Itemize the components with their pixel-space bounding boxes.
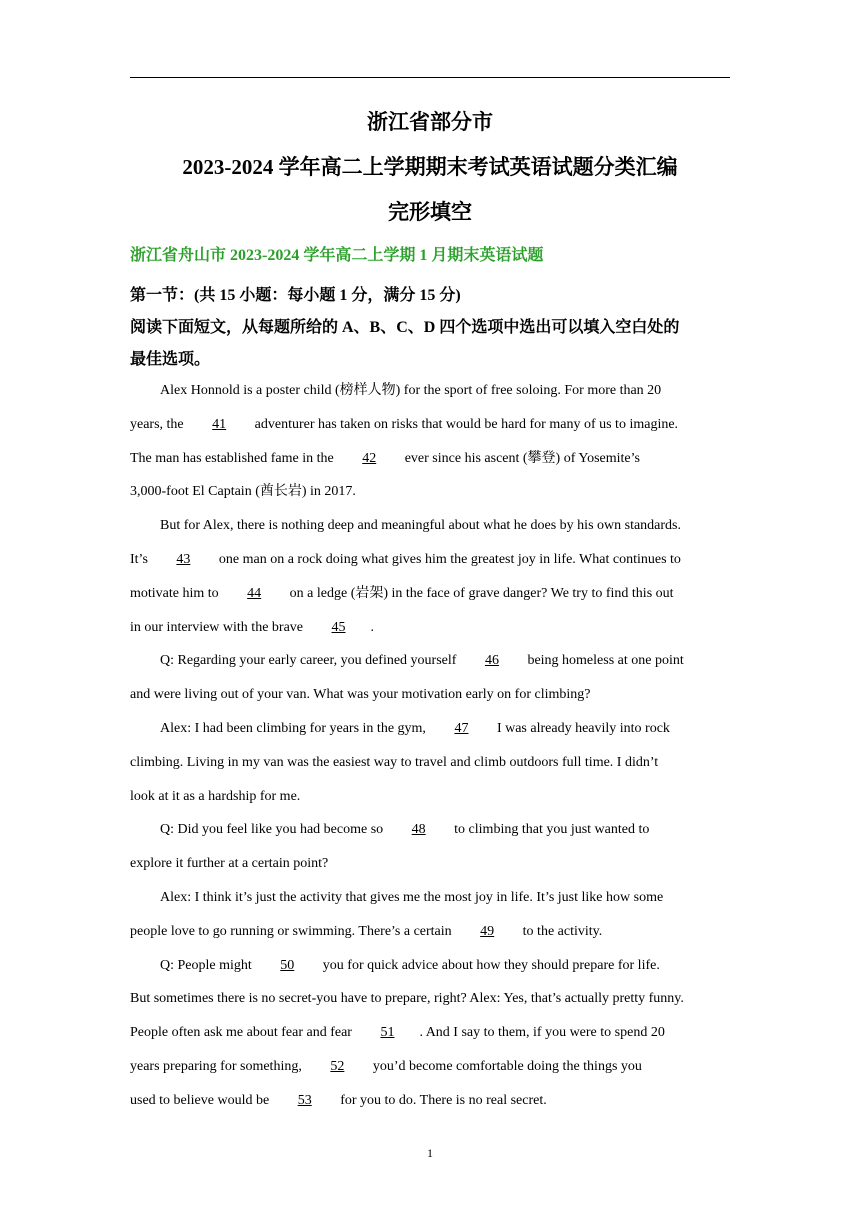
text: adventurer has taken on risks that would be hard for many of us to imagine. xyxy=(251,416,679,432)
title-line-1: 浙江省部分市 xyxy=(367,110,493,134)
passage-line xyxy=(130,611,750,645)
passage-line: But sometimes there is no secret-you have to prepare, right? Alex: Yes, that’s actually pretty funny. xyxy=(130,991,684,1007)
passage-line xyxy=(130,712,750,746)
text: you for quick advice about how they should prepare for life. xyxy=(319,957,660,973)
text: being homeless at one point xyxy=(523,653,684,669)
instruction-block xyxy=(130,280,750,376)
text: . And I say to them, if you were to spend 20 xyxy=(419,1025,665,1041)
blank-52: 52 xyxy=(330,1058,345,1074)
blank-41: 41 xyxy=(212,416,227,432)
text: ever since his ascent (攀登) of Yosemite’s xyxy=(401,450,640,466)
passage-line xyxy=(130,1016,750,1050)
part-heading: 第一节：(共 15 小题：每小题 1 分，满分 15 分) xyxy=(130,287,461,304)
text: Alex: I had been climbing for years in the gym, xyxy=(160,720,430,736)
text: for you to do. There is no real secret. xyxy=(336,1092,547,1108)
title-line-3: 完形填空 xyxy=(388,200,472,224)
passage-line xyxy=(130,1084,750,1118)
title-block xyxy=(130,110,730,245)
passage-line xyxy=(130,543,750,577)
passage-line xyxy=(130,1050,750,1084)
blank-47: 47 xyxy=(454,720,469,736)
blank-51: 51 xyxy=(380,1025,395,1041)
blank-50: 50 xyxy=(280,957,295,973)
passage-line: But for Alex, there is nothing deep and meaningful about what he does by his own standards. xyxy=(160,518,682,534)
blank-46: 46 xyxy=(484,653,499,669)
passage-line: climbing. Living in my van was the easiest way to travel and climb outdoors full time. I didn’t xyxy=(130,754,659,770)
passage-line xyxy=(130,813,750,847)
blank-42: 42 xyxy=(362,450,377,466)
text: Q: People might xyxy=(160,957,256,973)
passage-line xyxy=(130,949,750,983)
instruction-line-2: 最佳选项。 xyxy=(130,351,211,368)
blank-48: 48 xyxy=(411,822,426,838)
blank-49: 49 xyxy=(480,923,495,939)
blank-45: 45 xyxy=(331,619,346,635)
passage-line xyxy=(130,577,750,611)
text: in our interview with the brave xyxy=(130,619,307,635)
text: Q: Regarding your early career, you defined yourself xyxy=(160,653,460,669)
passage xyxy=(130,374,750,1118)
passage-line xyxy=(130,644,750,678)
text: people love to go running or swimming. There’s a certain xyxy=(130,923,456,939)
passage-line: 3,000-foot El Captain (酋长岩) in 2017. xyxy=(130,484,356,500)
passage-line xyxy=(130,915,750,949)
text: I was already heavily into rock xyxy=(493,720,670,736)
text: to the activity. xyxy=(519,923,603,939)
text: The man has established fame in the xyxy=(130,450,338,466)
title-line-2: 2023-2024 学年高二上学期期末考试英语试题分类汇编 xyxy=(182,155,678,179)
text: . xyxy=(370,619,375,635)
page-number: 1 xyxy=(427,1146,433,1160)
text: you’d become comfortable doing the things you xyxy=(369,1058,642,1074)
text: years, the xyxy=(130,416,188,432)
header-rule xyxy=(130,77,730,78)
passage-line: explore it further at a certain point? xyxy=(130,856,329,872)
passage-line: Alex Honnold is a poster child (榜样人物) for the sport of free soloing. For more than 20 xyxy=(160,383,662,398)
blank-43: 43 xyxy=(176,551,191,567)
passage-line xyxy=(130,442,750,476)
blank-44: 44 xyxy=(247,585,262,601)
instruction-line-1: 阅读下面短文，从每题所给的 A、B、C、D 四个选项中选出可以填入空白处的 xyxy=(130,319,680,336)
passage-line xyxy=(130,408,750,442)
text: People often ask me about fear and fear xyxy=(130,1025,356,1041)
source-heading: 浙江省舟山市 2023-2024 学年高二上学期 1 月期末英语试题 xyxy=(130,247,544,264)
text: It’s xyxy=(130,551,152,567)
passage-line: Alex: I think it’s just the activity that gives me the most joy in life. It’s just like how some xyxy=(160,889,664,905)
passage-line: look at it as a hardship for me. xyxy=(130,788,301,804)
text: years preparing for something, xyxy=(130,1058,306,1074)
text: to climbing that you just wanted to xyxy=(450,822,650,838)
passage-line: and were living out of your van. What was your motivation early on for climbing? xyxy=(130,687,591,703)
blank-53: 53 xyxy=(297,1092,312,1108)
text: used to believe would be xyxy=(130,1092,273,1108)
text: motivate him to xyxy=(130,585,223,601)
text: on a ledge (岩架) in the face of grave danger? We try to find this out xyxy=(286,585,674,601)
text: one man on a rock doing what gives him the greatest joy in life. What continues to xyxy=(215,551,681,567)
text: Q: Did you feel like you had become so xyxy=(160,822,387,838)
